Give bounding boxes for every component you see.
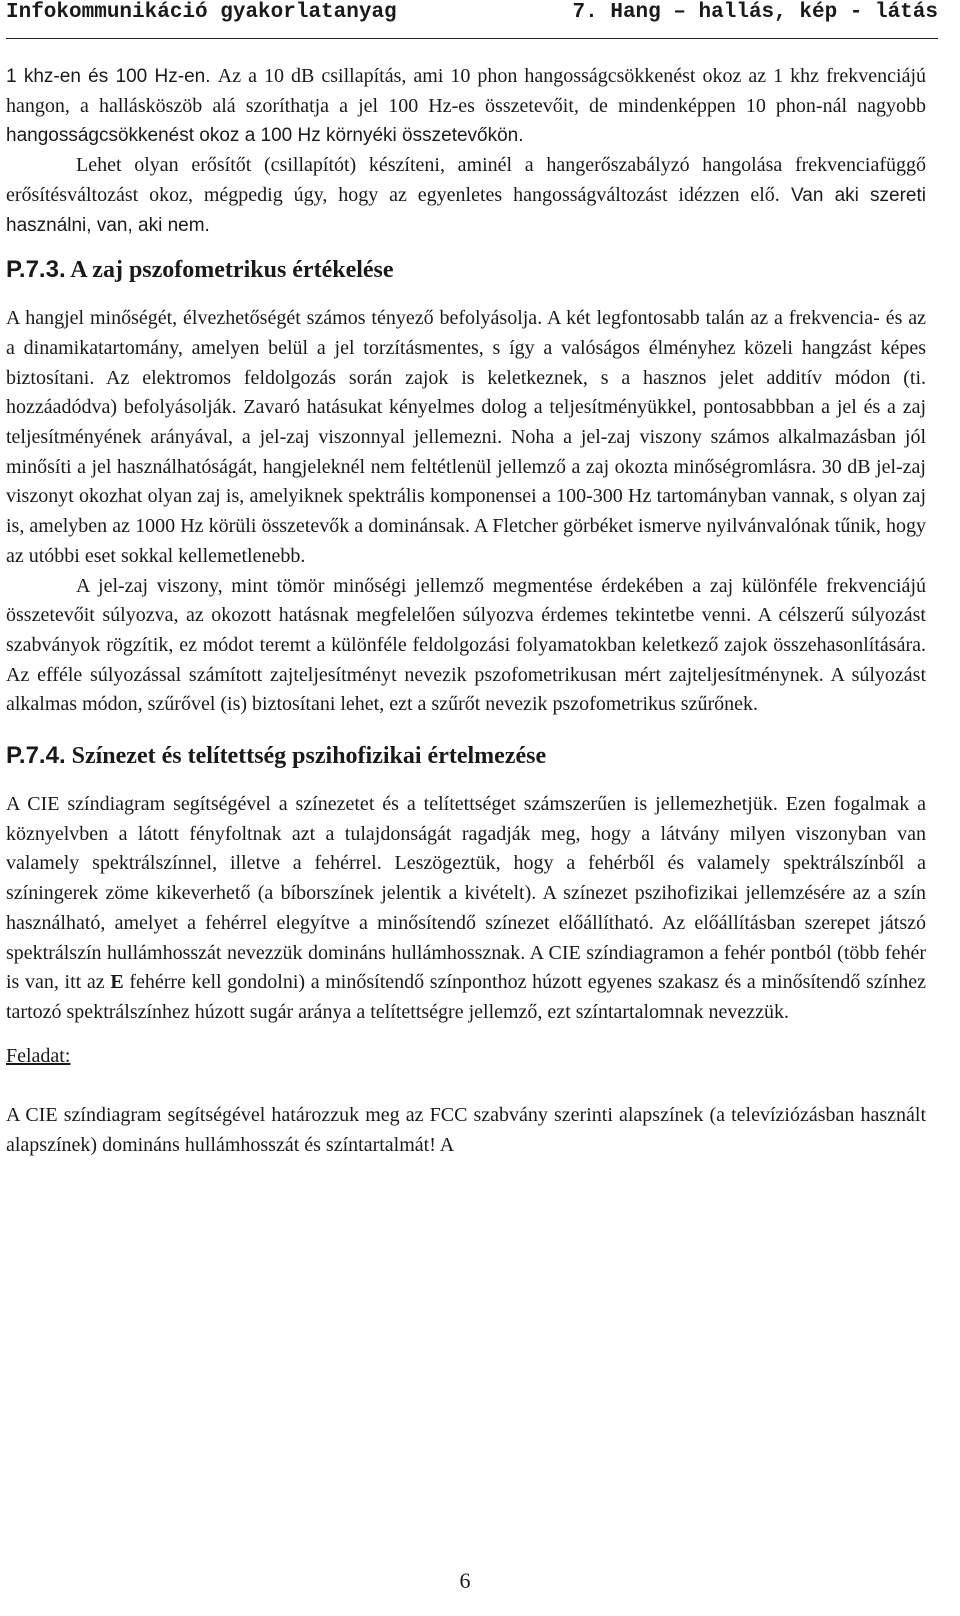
- section-heading-p74: [6, 740, 926, 772]
- section2-p1-after: fehérre kell gondolni) a minősítendő színponthoz húzott egyenes szakasz és a minősítendő színhez tartozó spektrálszínhez húzott sugár aránya a telítettségre jellemző, ezt színtartalomnak nevezzük.: [6, 971, 926, 1023]
- intro-p2-end: Van aki szereti használni, van, aki nem.: [6, 184, 927, 236]
- page-number: 6: [459, 1568, 471, 1593]
- section-heading-p73: [6, 254, 926, 286]
- intro-paragraph-1: [6, 62, 926, 151]
- task-paragraph: A CIE színdiagram segítségével határozzuk meg az FCC szabvány szerinti alapszínek (a televíziózásban használt alapszínek) domináns hullámhosszát és színtartalmát! A: [6, 1104, 926, 1157]
- section2-p1-before: A CIE színdiagram segítségével a színezetet és a telítettséget számszerűen is jellemezhetjük. Ezen fogalmak a köznyelvben a látott fényfoltnak azt a tulajdonságát ragadják meg, hogy a látvány milyen viszonyban van valamely spektrálszínnel, illetve a fehérrel. Leszögeztük, hogy a fehérből és valamely spektrálszínből a színingerek zöme kikeverhető (a bíborszínek jelentik a kivételt). A színezet pszihofizikai jellemzésére az a szín használható, amelyet a fehérrel elegyítve a minősítendő színezet előállítható. Az előállításban szerepet játszó spektrálszín hullámhosszát nevezzük domináns hullámhossznak. A CIE színdiagramon a fehér pontból (több fehér is van, itt az: [6, 793, 926, 994]
- page-body: [6, 62, 926, 1161]
- running-header: [6, 0, 938, 32]
- white-point-label: E: [110, 971, 124, 994]
- section-title-text: A zaj pszofometrikus értékelése: [65, 257, 394, 284]
- section-title-text: Színezet és telítettség pszihofizikai értelmezése: [65, 743, 547, 770]
- section-number: P.7.4.: [6, 742, 66, 770]
- section2-paragraph-1: [6, 790, 926, 1028]
- section1-paragraph-1: A hangjel minőségét, élvezhetőségét számos tényező befolyásolja. A két legfontosabb talán az a frekvencia- és az a dinamikatartomány, amelyen belül a jel torzításmentes, s így a valóságos élményhez közeli hangzást képes biztosítani. Az elektromos feldolgozás során zajok is keletkeznek, s a hasznos jelet additív módon (ti. hozzáadódva) befolyásolják. Zavaró hatásukat kényelmes dolog a teljesítményükkel, pontosabbban a jel és a zaj teljesítményének arányával, a jel-zaj viszonnyal jellemezni. Noha a jel-zaj viszony számos alkalmazásban jól minősíti a jel használhatóságát, hangjeleknél nem feltétlenül jellemző a zaj okozta minőségromlásra. 30 dB jel-zaj viszonyt okozhat olyan zaj is, amelyiknek spektrális komponensei a 100-300 Hz tartományban vannak, s olyan zaj is, amelyben az 1000 Hz körüli összetevők a dominánsak. A Fletcher görbéket ismerve nyilvánvalónak tűnik, hogy az utóbbi eset sokkal kellemetlenebb.: [6, 307, 926, 567]
- section1-paragraph-2: A jel-zaj viszony, mint tömör minőségi jellemző megmentése érdekében a zaj különféle frekvenciájú összetevőit súlyozva, az okozott hatásnak megfelelően súlyozva érdemes tekintetbe venni. A célszerű súlyozást szabványok rögzítik, ez módot teremt a különféle feldolgozási folyamatokban keletkező zajok összehasonlítására. Az efféle súlyozással számított zajteljesítményt nevezik pszofometrikusan mért zajteljesítménynek. A súlyozást alkalmas módon, szűrővel (is) biztosítani lehet, ezt a szűrőt nevezik pszofometrikus szűrőnek.: [6, 574, 926, 716]
- intro-p1-end: hangosságcsökkenést okoz a 100 Hz környéki összetevőkön.: [6, 125, 524, 147]
- intro-paragraph-2: [6, 151, 926, 240]
- task-label: Feladat:: [6, 1044, 71, 1067]
- intro-p1-middle: Az a 10 dB csillapítás, ami 10 phon hangosságcsökkenést okoz az 1 khz frekvenciájú hangon, a hallásköszöb alá szoríthatja a jel 100 Hz-es összetevőit, de mindenképpen 10 phon-nál nagyobb: [6, 65, 927, 117]
- intro-p1-start: 1 khz-en és 100 Hz-en.: [6, 66, 218, 87]
- header-right-title: 7. Hang – hallás, kép - látás: [572, 1, 938, 24]
- header-left-title: Infokommunikáció gyakorlatanyag: [6, 1, 397, 24]
- intro-p2-main: Lehet olyan erősítőt (csillapítót) készíteni, aminél a hangerőszabályzó hangolása frekvenciafüggő erősítésváltozást okoz, mégpedig úgy, hogy az egyenletes hangosságváltozást idézzen elő.: [6, 154, 926, 206]
- section-number: P.7.3.: [6, 256, 66, 284]
- header-divider: [6, 38, 938, 39]
